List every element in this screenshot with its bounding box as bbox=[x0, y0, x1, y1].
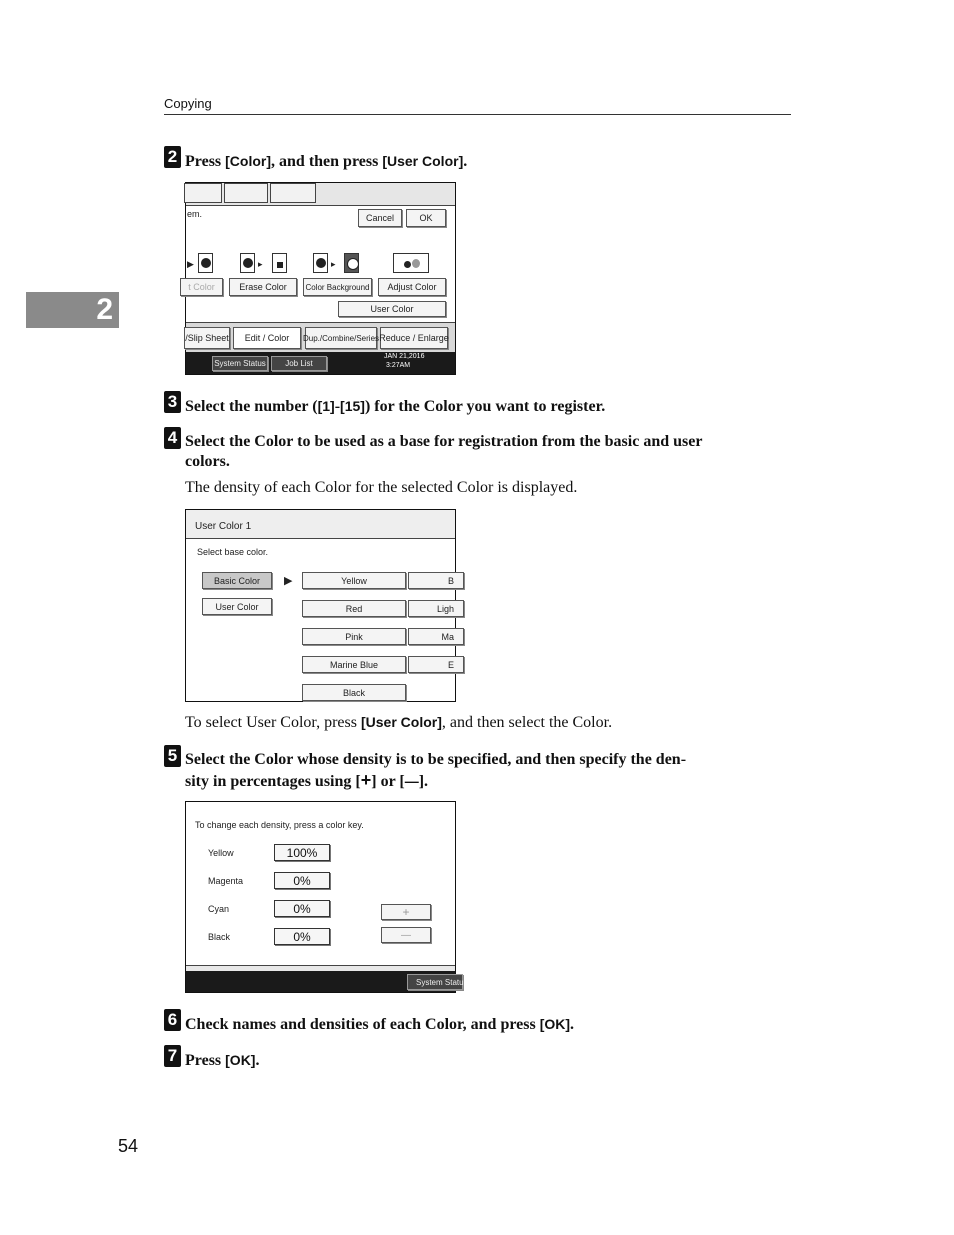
key-label: [15] bbox=[340, 398, 365, 414]
step-instruction bbox=[185, 396, 791, 417]
density-label: Cyan bbox=[208, 904, 230, 914]
tab-dup-combine-series[interactable]: Dup./Combine/Series bbox=[305, 327, 377, 349]
tab-reduce-enlarge[interactable]: Reduce / Enlarge bbox=[380, 327, 448, 349]
step-number: 5 bbox=[164, 745, 181, 767]
step-instruction: Select the Color to be used as a base for registration from the basic and user bbox=[185, 433, 703, 450]
color-button-partial[interactable]: E bbox=[408, 656, 464, 673]
text: sity in percentages using bbox=[185, 773, 356, 790]
adjust-color-button[interactable]: Adjust Color bbox=[378, 278, 446, 296]
system-status-button[interactable]: System Status bbox=[212, 356, 268, 371]
text: . bbox=[255, 1052, 260, 1069]
step-instruction bbox=[185, 1050, 791, 1071]
color-button-partial[interactable]: B bbox=[408, 572, 464, 589]
step-number: 7 bbox=[164, 1045, 181, 1067]
text: To select User Color, press bbox=[185, 714, 361, 731]
job-list-button[interactable]: Job List bbox=[271, 356, 327, 371]
user-color-button[interactable]: User Color bbox=[202, 598, 272, 615]
arrow-icon: ▸ bbox=[331, 259, 336, 269]
top-tab-strip bbox=[186, 183, 455, 206]
running-header: Copying bbox=[164, 96, 212, 111]
color-button-partial[interactable]: Ma bbox=[408, 628, 464, 645]
text: ) for the Color you want to register. bbox=[364, 398, 606, 415]
plus-button[interactable]: + bbox=[381, 904, 431, 920]
color-black-button[interactable]: Black bbox=[302, 684, 406, 701]
text: Press bbox=[185, 153, 226, 170]
minus-key-icon: — bbox=[404, 773, 419, 789]
color-pink-button[interactable]: Pink bbox=[302, 628, 406, 645]
key-label: [OK] bbox=[539, 1016, 571, 1032]
cancel-button[interactable]: Cancel bbox=[358, 209, 402, 227]
density-label: Black bbox=[208, 932, 231, 942]
text: Check names and densities of each Color, and press bbox=[185, 1016, 540, 1033]
tab-fragment[interactable] bbox=[184, 183, 222, 203]
screenshot-density-settings bbox=[185, 801, 464, 993]
system-status-button[interactable]: System Statu bbox=[407, 974, 463, 990]
density-magenta-key[interactable]: 0% bbox=[274, 872, 330, 889]
arrow-icon: ▶ bbox=[187, 259, 194, 269]
key-label: [User Color] bbox=[360, 714, 442, 730]
density-cyan-key[interactable]: 0% bbox=[274, 900, 330, 917]
step-instruction bbox=[185, 151, 791, 172]
screenshot-edit-color bbox=[185, 182, 456, 375]
step-number: 3 bbox=[164, 391, 181, 413]
instruction-fragment: em. bbox=[187, 209, 203, 219]
text: . bbox=[570, 1016, 575, 1033]
chapter-tab: 2 bbox=[26, 292, 119, 328]
adjust-color-icon bbox=[393, 253, 429, 273]
plus-key-icon: + bbox=[360, 770, 372, 790]
text: ] or [ bbox=[371, 773, 405, 790]
basic-color-button[interactable]: Basic Color bbox=[202, 572, 272, 589]
density-black-key[interactable]: 0% bbox=[274, 928, 330, 945]
user-color-button[interactable]: User Color bbox=[338, 301, 446, 317]
background-fill-icon bbox=[344, 253, 359, 273]
circle-color-icon bbox=[240, 253, 255, 273]
ok-button[interactable]: OK bbox=[406, 209, 446, 227]
circle-color-icon bbox=[313, 253, 328, 273]
text: Press bbox=[185, 1052, 226, 1069]
color-red-button[interactable]: Red bbox=[302, 600, 406, 617]
step-note: The density of each Color for the selected Color is displayed. bbox=[185, 479, 578, 496]
shape-icon bbox=[198, 253, 213, 273]
key-label: [Color] bbox=[225, 153, 272, 169]
page-number: 54 bbox=[118, 1136, 139, 1156]
text: Select the number ( bbox=[185, 398, 318, 415]
pointer-arrow-icon: ▶ bbox=[284, 575, 293, 587]
step-instruction bbox=[185, 1014, 791, 1035]
key-label: [OK] bbox=[225, 1052, 256, 1068]
step-number: 2 bbox=[164, 146, 181, 168]
square-result-icon bbox=[272, 253, 287, 273]
text: , and then select the Color. bbox=[441, 714, 613, 731]
tab-fragment[interactable] bbox=[270, 183, 316, 203]
date-text: JAN 21,2016 bbox=[384, 353, 425, 360]
step-number: 6 bbox=[164, 1009, 181, 1031]
erase-color-button[interactable]: Erase Color bbox=[229, 278, 297, 296]
minus-button[interactable]: — bbox=[381, 927, 431, 943]
color-marine-blue-button[interactable]: Marine Blue bbox=[302, 656, 406, 673]
select-prompt: Select base color. bbox=[197, 547, 269, 557]
color-yellow-button[interactable]: Yellow bbox=[302, 572, 406, 589]
key-label: [1] bbox=[317, 398, 335, 414]
step-instruction-continued: colors. bbox=[185, 453, 230, 470]
step-instruction-continued bbox=[185, 770, 791, 792]
density-label: Yellow bbox=[208, 848, 234, 858]
user-color-note bbox=[185, 714, 612, 732]
tab-slip-sheet[interactable]: /Slip Sheet bbox=[184, 327, 230, 349]
header-rule bbox=[164, 114, 791, 115]
tab-edit-color[interactable]: Edit / Color bbox=[233, 327, 301, 349]
text: . bbox=[463, 153, 468, 170]
color-button-partial[interactable]: Ligh bbox=[408, 600, 464, 617]
convert-color-button[interactable]: t Color bbox=[180, 278, 223, 296]
text: [ bbox=[355, 773, 361, 790]
text: - bbox=[334, 398, 341, 415]
density-label: Magenta bbox=[208, 876, 244, 886]
key-label: [User Color] bbox=[382, 153, 464, 169]
text: ]. bbox=[418, 773, 429, 790]
time-text: 3:27AM bbox=[386, 362, 411, 369]
text: , and then press bbox=[271, 153, 383, 170]
arrow-icon: ▸ bbox=[258, 259, 263, 269]
step-number: 4 bbox=[164, 427, 181, 449]
step-instruction: Select the Color whose density is to be specified, and then specify the den- bbox=[185, 751, 687, 768]
tab-fragment[interactable] bbox=[224, 183, 268, 203]
screen-title: User Color 1 bbox=[195, 521, 252, 532]
density-instruction: To change each density, press a color key. bbox=[195, 820, 364, 830]
screenshot-select-base-color bbox=[185, 509, 456, 702]
density-yellow-key[interactable]: 100% bbox=[274, 844, 330, 861]
color-background-button[interactable]: Color Background bbox=[303, 278, 372, 296]
